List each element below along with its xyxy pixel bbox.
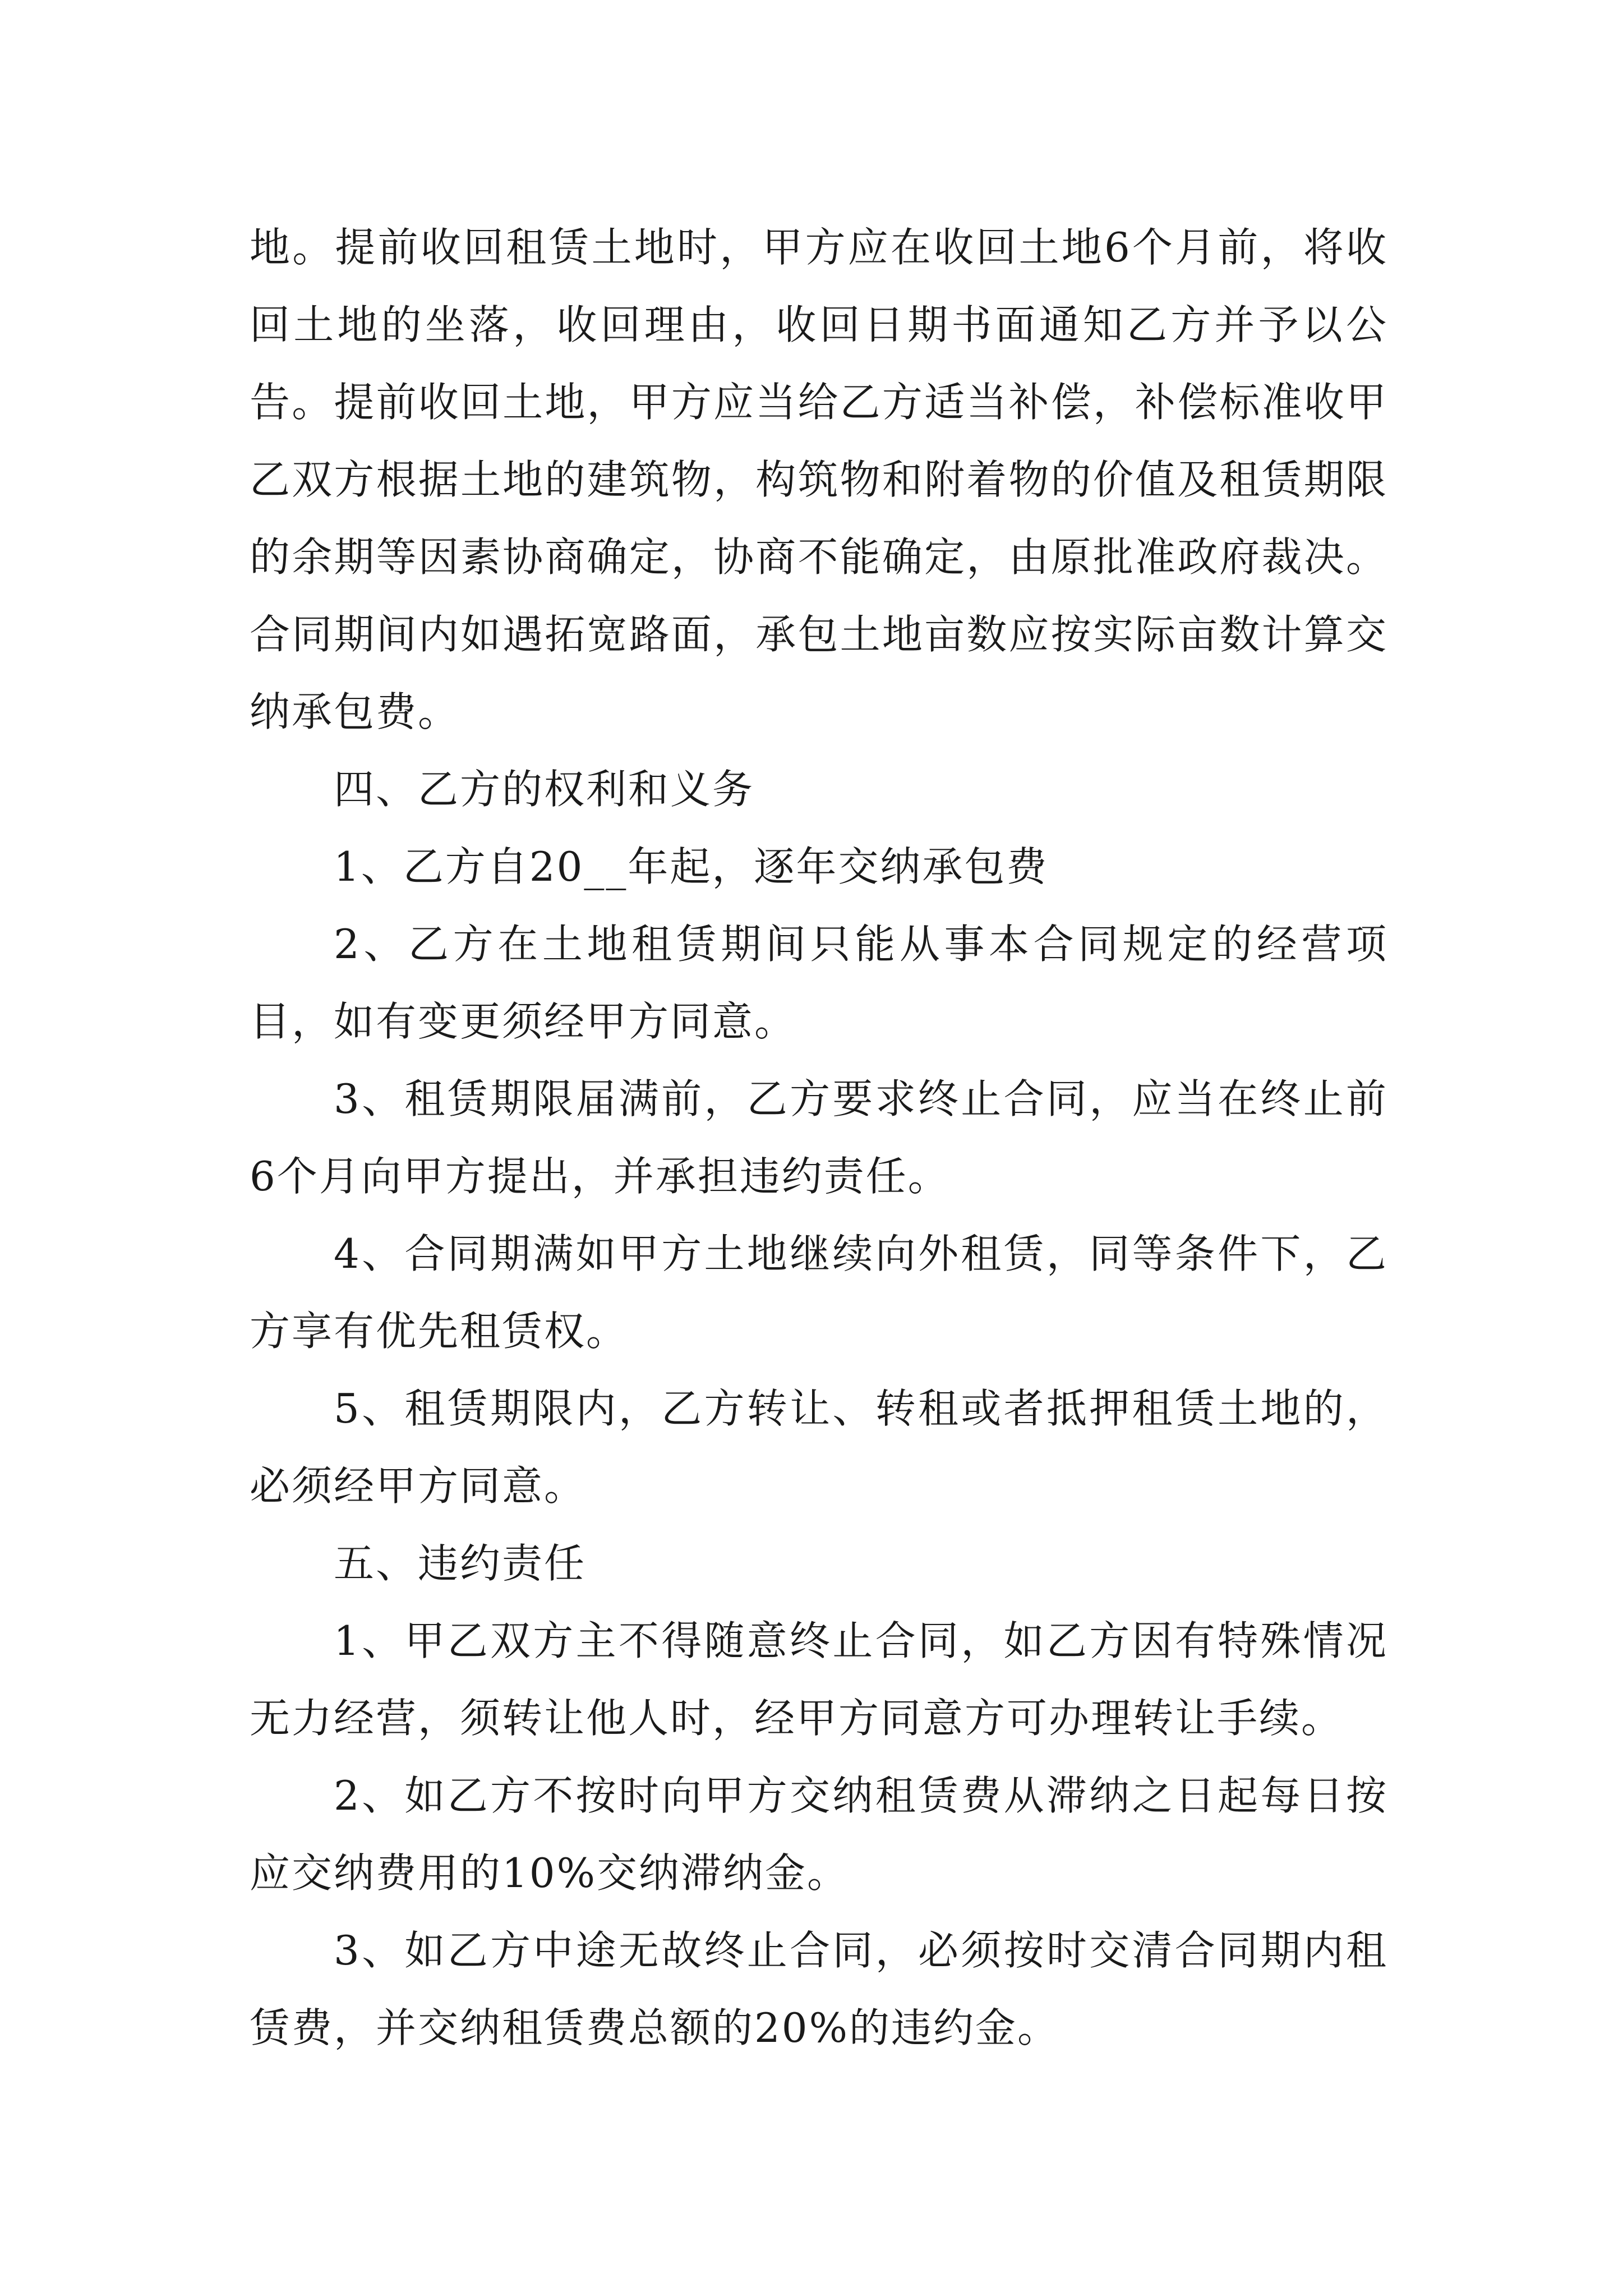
clause-b-1: 1、乙方自20__年起，逐年交纳承包费: [334, 843, 1049, 890]
document-body: [250, 209, 1388, 2067]
section-heading-party-b-rights: 四、乙方的权利和义务: [334, 766, 755, 813]
paragraph-land-recovery: 地。提前收回租赁土地时，甲方应在收回土地6个月前，将收回土地的坐落，收回理由，收回日期书面通知乙方并予以公告。提前收回土地，甲方应当给乙方适当补偿，补偿标准收甲乙双方根据土地的建筑物，构筑物和附着物的价值及租赁期限的余期等因素协商确定，协商不能确定，由原批准政府裁决。合同期间内如遇拓宽路面，承包土地亩数应按实际亩数计算交纳承包费。: [250, 224, 1388, 735]
clause-b-3: 3、租赁期限届满前，乙方要求终止合同，应当在终止前6个月向甲方提出，并承担违约责任。: [250, 1075, 1388, 1200]
clause-breach-2: 2、如乙方不按时向甲方交纳租赁费从滞纳之日起每日按应交纳费用的10%交纳滞纳金。: [250, 1772, 1388, 1897]
section-heading-breach-liability: 五、违约责任: [334, 1540, 587, 1587]
clause-b-5: 5、租赁期限内，乙方转让、转租或者抵押租赁土地的，必须经甲方同意。: [250, 1385, 1388, 1510]
clause-breach-1: 1、甲乙双方主不得随意终止合同，如乙方因有特殊情况无力经营，须转让他人时，经甲方同意方可办理转让手续。: [250, 1617, 1388, 1742]
clause-b-4: 4、合同期满如甲方土地继续向外租赁，同等条件下，乙方享有优先租赁权。: [250, 1230, 1388, 1355]
clause-breach-3: 3、如乙方中途无故终止合同，必须按时交清合同期内租赁费，并交纳租赁费总额的20%的违约金。: [250, 1927, 1388, 2051]
clause-b-2: 2、乙方在土地租赁期间只能从事本合同规定的经营项目，如有变更须经甲方同意。: [250, 921, 1388, 1045]
